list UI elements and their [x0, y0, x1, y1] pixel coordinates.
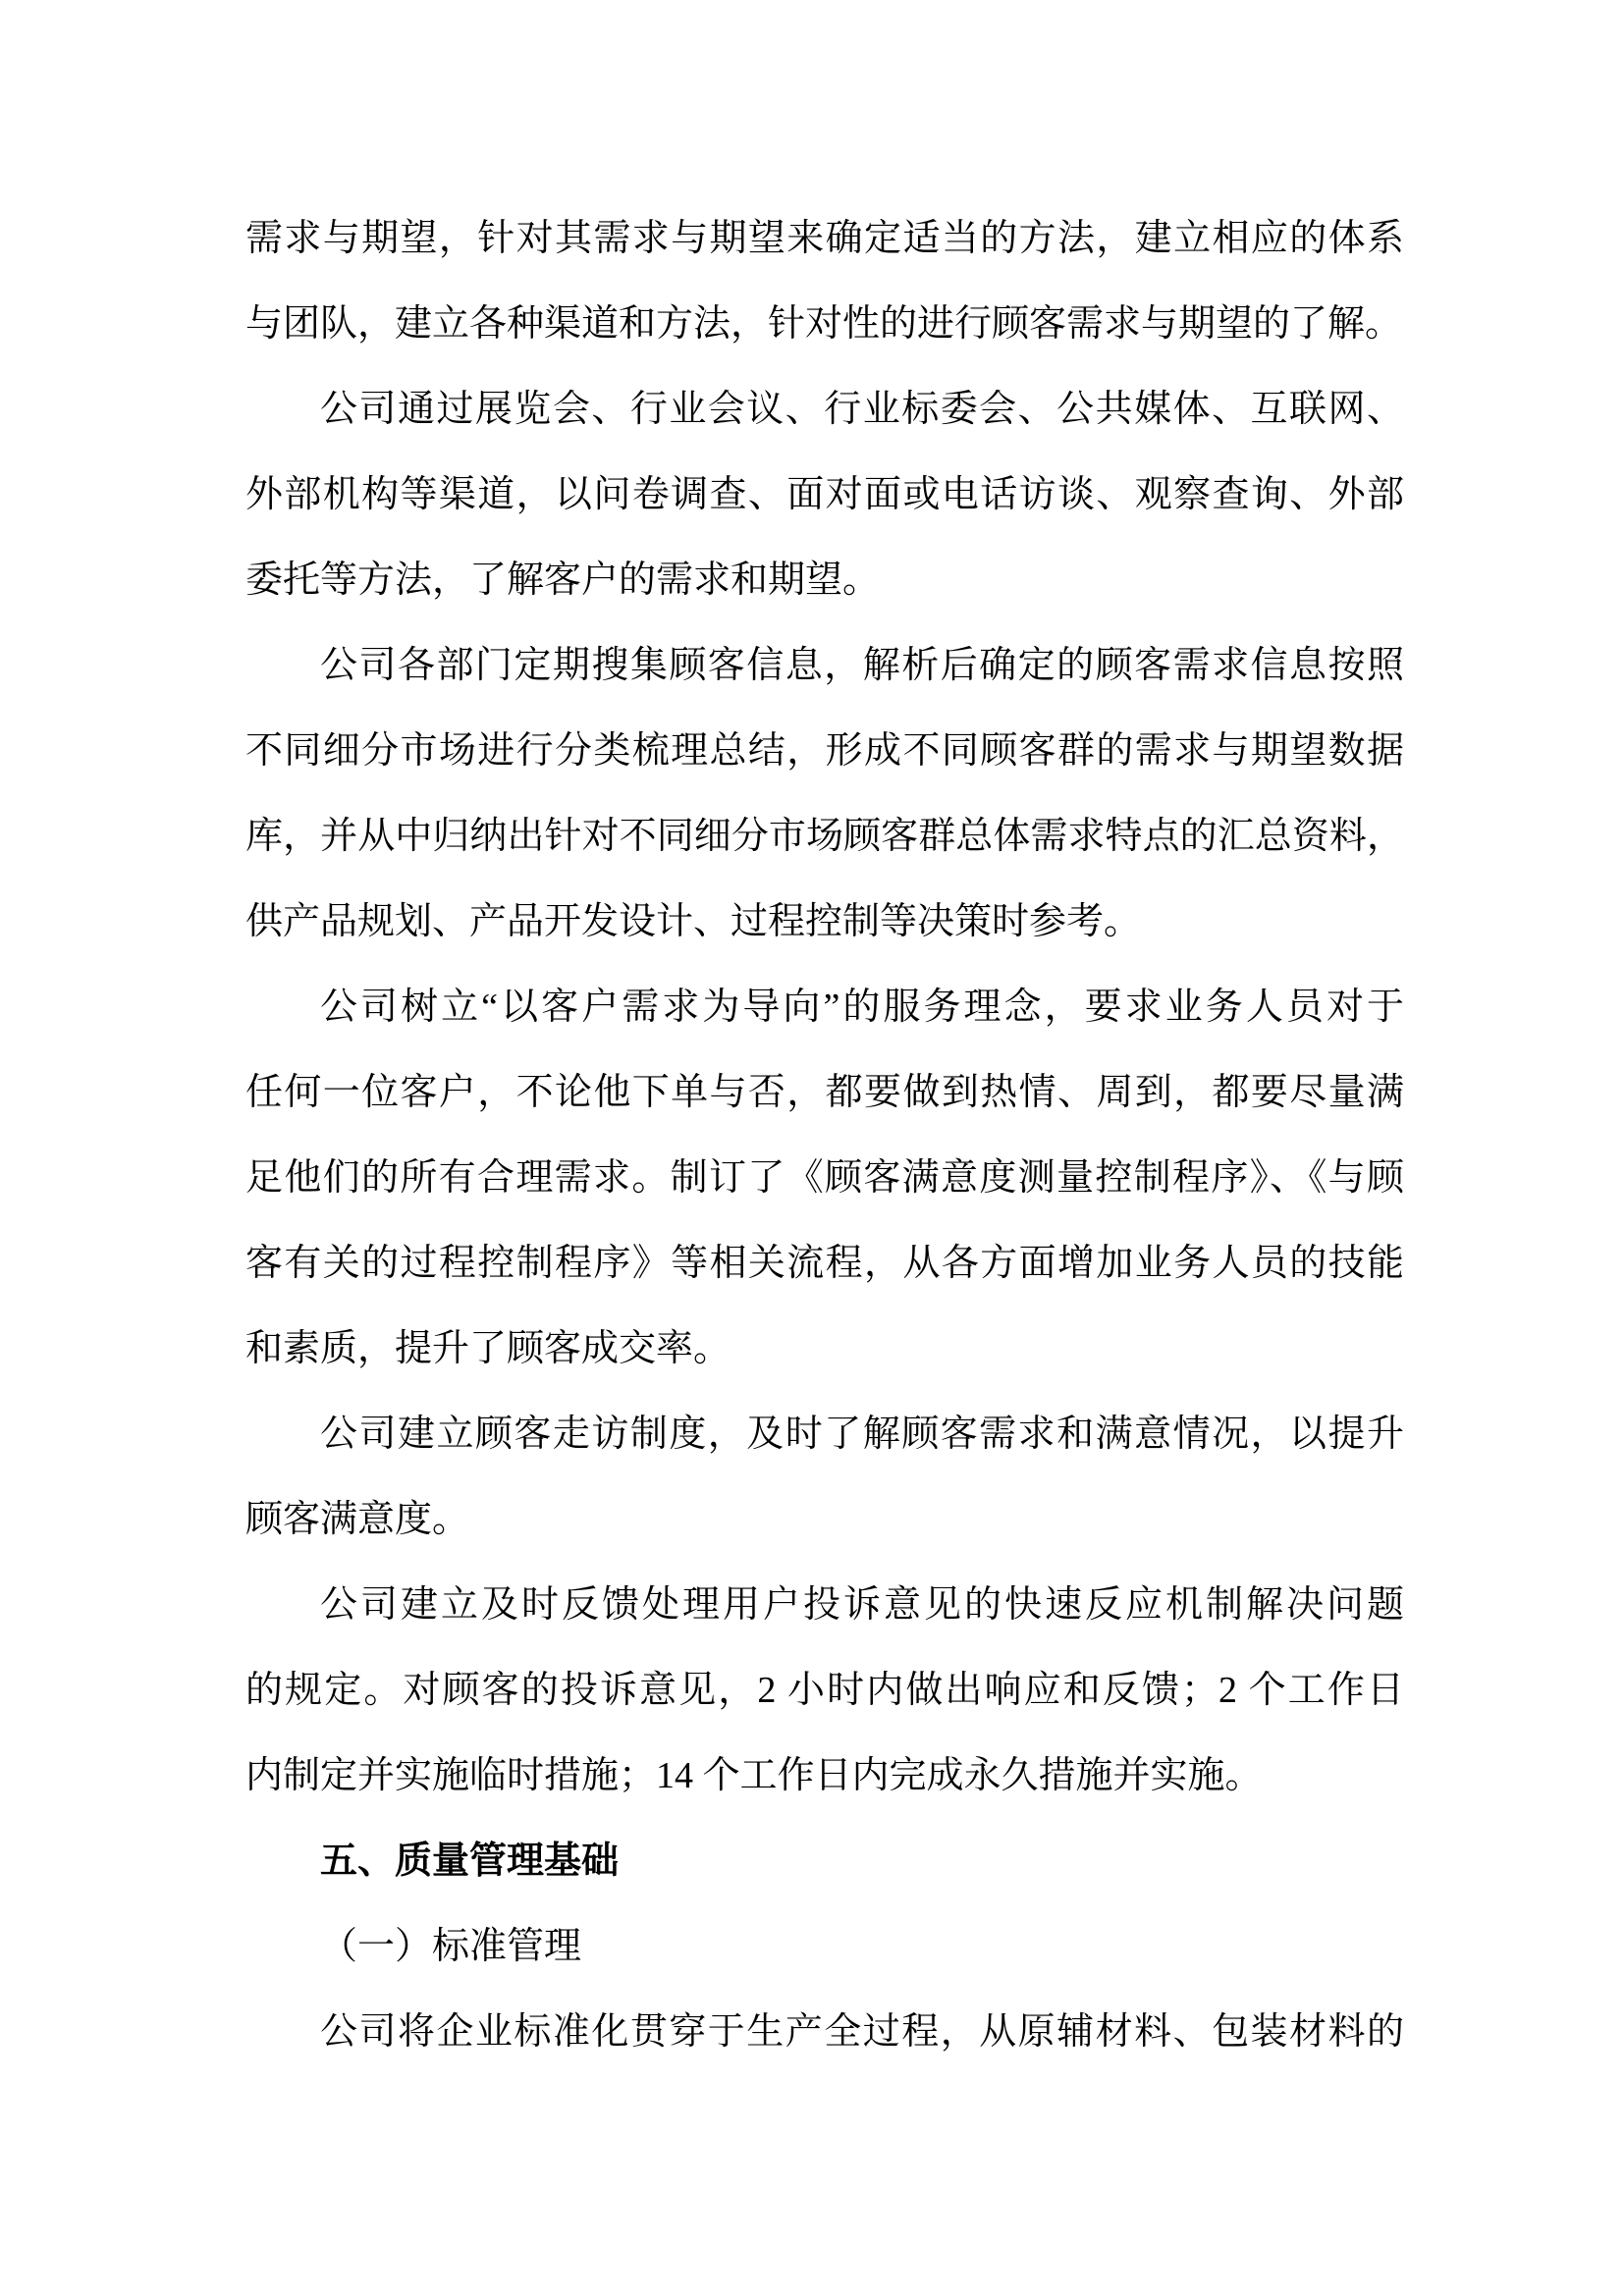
paragraph-line: 顾客满意度。: [245, 1499, 470, 1540]
subsection-heading: （一）标准管理: [320, 1926, 582, 1967]
paragraph-line: 需求与期望，针对其需求与期望来确定适当的方法，建立相应的体系: [245, 218, 1404, 259]
paragraph-line: 内制定并实施临时措施；14 个工作日内完成永久措施并实施。: [245, 1755, 1263, 1796]
paragraph-line: 不同细分市场进行分类梳理总结，形成不同顾客群的需求与期望数据: [245, 730, 1404, 772]
paragraph-line: 的规定。对顾客的投诉意见，2 小时内做出响应和反馈；2 个工作日: [245, 1670, 1404, 1711]
paragraph-line: 客有关的过程控制程序》等相关流程，从各方面增加业务人员的技能: [245, 1243, 1404, 1284]
paragraph-line: 公司通过展览会、行业会议、行业标委会、公共媒体、互联网、: [320, 389, 1404, 430]
paragraph-line: 供产品规划、产品开发设计、过程控制等决策时参考。: [245, 901, 1142, 942]
paragraph-line: 委托等方法，了解客户的需求和期望。: [245, 560, 881, 601]
paragraph-line: 公司建立顾客走访制度，及时了解顾客需求和满意情况，以提升: [320, 1414, 1404, 1455]
section-heading: 五、质量管理基础: [320, 1841, 620, 1882]
document-body: [245, 196, 1404, 2075]
paragraph-line: 和素质，提升了顾客成交率。: [245, 1328, 731, 1369]
paragraph-line: 任何一位客户，不论他下单与否，都要做到热情、周到，都要尽量满: [245, 1072, 1404, 1113]
paragraph-line: 外部机构等渠道，以问卷调查、面对面或电话访谈、观察查询、外部: [245, 474, 1404, 515]
paragraph-line: 库，并从中归纳出针对不同细分市场顾客群总体需求特点的汇总资料，: [245, 816, 1404, 857]
paragraph-line: 公司树立“以客户需求为导向”的服务理念，要求业务人员对于: [320, 987, 1404, 1028]
paragraph-line: 公司建立及时反馈处理用户投诉意见的快速反应机制解决问题: [320, 1584, 1404, 1626]
paragraph-line: 与团队，建立各种渠道和方法，针对性的进行顾客需求与期望的了解。: [245, 303, 1403, 345]
paragraph-line: 足他们的所有合理需求。制订了《顾客满意度测量控制程序》、《与顾: [245, 1157, 1404, 1199]
paragraph-line: 公司各部门定期搜集顾客信息，解析后确定的顾客需求信息按照: [320, 645, 1404, 686]
paragraph-line: 公司将企业标准化贯穿于生产全过程，从原辅材料、包装材料的: [320, 2011, 1404, 2053]
